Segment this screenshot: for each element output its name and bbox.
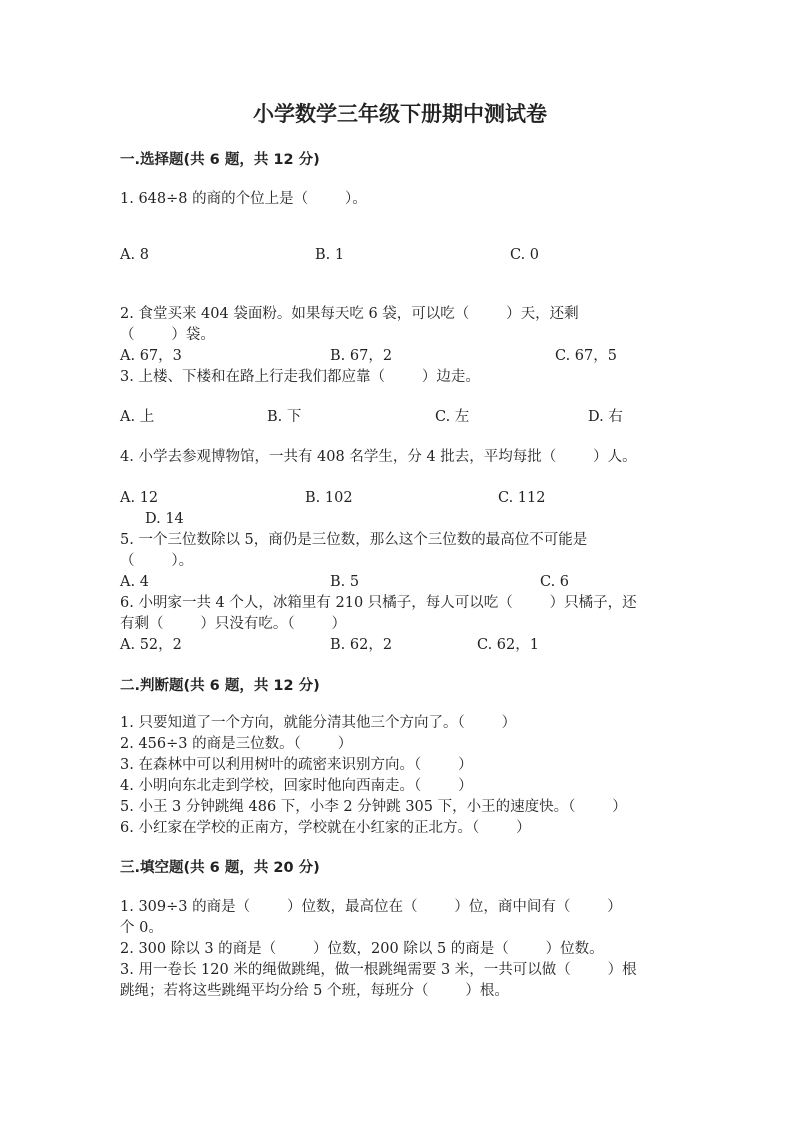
option-a: A. 12 [120, 490, 159, 506]
fill-item: 1. 309÷3 的商是（ ）位数，最高位在（ ）位，商中间有（ ） [120, 899, 622, 915]
option-a: A. 4 [120, 574, 149, 590]
judge-item: 4. 小明向东北走到学校，回家时他向西南走。（ ） [120, 778, 473, 794]
judge-item: 3. 在森林中可以利用树叶的疏密来识别方向。（ ） [120, 757, 473, 773]
fill-item: 2. 300 除以 3 的商是（ ）位数，200 除以 5 的商是（ ）位数。 [120, 941, 604, 957]
option-a: A. 8 [120, 247, 149, 263]
option-c: C. 112 [498, 490, 546, 506]
section-heading-judge: 二.判断题(共 6 题，共 12 分) [120, 678, 320, 694]
option-a: A. 上 [120, 409, 155, 425]
option-b: B. 102 [305, 490, 353, 506]
option-d: D. 14 [145, 511, 184, 527]
option-c: C. 左 [435, 409, 470, 425]
judge-item: 5. 小王 3 分钟跳绳 486 下，小李 2 分钟跳 305 下，小王的速度快。（ ） [120, 799, 627, 815]
option-a: A. 67，3 [120, 348, 182, 364]
judge-item: 6. 小红家在学校的正南方，学校就在小红家的正北方。（ ） [120, 820, 531, 836]
question-text: 6. 小明家一共 4 个人，冰箱里有 210 只橘子，每人可以吃（ ）只橘子，还 [120, 595, 637, 611]
option-b: B. 67，2 [330, 348, 393, 364]
option-a: A. 52，2 [120, 637, 182, 653]
question-text: 5. 一个三位数除以 5，商仍是三位数，那么这个三位数的最高位不可能是 [120, 532, 588, 548]
option-c: C. 67，5 [555, 348, 617, 364]
question-text: 4. 小学去参观博物馆，一共有 408 名学生，分 4 批去，平均每批（ ）人。 [120, 449, 637, 465]
option-b: B. 62，2 [330, 637, 393, 653]
option-c: C. 0 [510, 247, 540, 263]
page-title: 小学数学三年级下册期中测试卷 [253, 102, 547, 126]
question-text: 3. 上楼、下楼和在路上行走我们都应靠（ ）边走。 [120, 369, 480, 385]
section-heading-choice: 一.选择题(共 6 题，共 12 分) [120, 152, 320, 168]
question-text: 1. 648÷8 的商的个位上是（ ）。 [120, 191, 367, 207]
question-text-cont: 有剩（ ）只没有吃。（ ） [120, 616, 346, 632]
section-heading-fill: 三.填空题(共 6 题，共 20 分) [120, 860, 320, 876]
option-c: C. 6 [540, 574, 570, 590]
option-b: B. 5 [330, 574, 360, 590]
option-b: B. 下 [267, 409, 302, 425]
fill-item: 3. 用一卷长 120 米的绳做跳绳，做一根跳绳需要 3 米，一共可以做（ ）根 [120, 962, 637, 978]
fill-item-cont: 跳绳；若将这些跳绳平均分给 5 个班，每班分（ ）根。 [120, 983, 509, 999]
judge-item: 1. 只要知道了一个方向，就能分清其他三个方向了。（ ） [120, 715, 517, 731]
fill-item-cont: 个 0。 [120, 920, 163, 936]
option-c: C. 62，1 [477, 637, 539, 653]
option-b: B. 1 [315, 247, 345, 263]
question-text: 2. 食堂买来 404 袋面粉。如果每天吃 6 袋，可以吃（ ）天，还剩 [120, 306, 579, 322]
question-text-cont: （ ）。 [120, 553, 194, 569]
judge-item: 2. 456÷3 的商是三位数。（ ） [120, 736, 353, 752]
question-text-cont: （ ）袋。 [120, 327, 215, 343]
option-d: D. 右 [588, 409, 623, 425]
